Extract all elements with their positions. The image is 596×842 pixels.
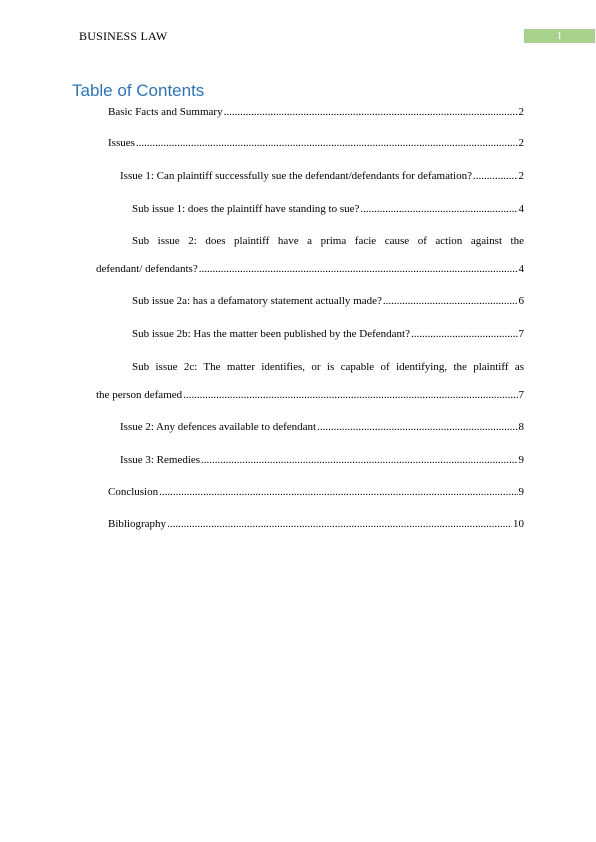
toc-entry-page: 2 <box>518 137 524 149</box>
dot-leader <box>473 169 518 183</box>
toc-entry-text-line1: Sub issue 2c: The matter identifies, or is capable of identifying, the plaintiff as <box>132 361 524 373</box>
dot-leader <box>411 327 518 341</box>
toc-entry-page: 10 <box>513 518 524 530</box>
dot-leader <box>167 517 512 531</box>
toc-entry-issue-3[interactable] <box>120 453 524 467</box>
toc-entry-page: 7 <box>518 328 524 340</box>
dot-leader <box>159 485 517 499</box>
dot-leader <box>183 388 517 402</box>
toc-entry-issues[interactable] <box>108 136 524 150</box>
toc-entry-text: Sub issue 2a: has a defamatory statement actually made? <box>132 295 382 307</box>
toc-entry-bibliography[interactable] <box>108 517 524 531</box>
toc-entry-page: 9 <box>518 454 524 466</box>
toc-entry-page: 6 <box>518 295 524 307</box>
toc-entry-page: 7 <box>518 389 524 401</box>
toc-entry-basic-facts[interactable] <box>108 105 524 119</box>
dot-leader <box>383 294 518 308</box>
toc-entry-issue-2[interactable] <box>120 420 524 434</box>
toc-heading: Table of Contents <box>72 81 205 100</box>
toc-entry-text: Issue 1: Can plaintiff successfully sue the defendant/defendants for defamation? <box>120 170 472 182</box>
dot-leader <box>360 202 517 216</box>
toc-entry-sub-issue-1[interactable] <box>132 202 524 216</box>
toc-entry-page: 9 <box>518 486 524 498</box>
toc-entry-page: 2 <box>518 170 524 182</box>
toc-entry-text: Sub issue 2b: Has the matter been published by the Defendant? <box>132 328 410 340</box>
dot-leader <box>199 262 518 276</box>
toc-entry-page: 4 <box>518 263 524 275</box>
dot-leader <box>317 420 517 434</box>
toc-entry-line2 <box>96 388 524 402</box>
toc-entry-page: 8 <box>518 421 524 433</box>
toc-entry-issue-1[interactable] <box>120 169 524 183</box>
dot-leader <box>201 453 517 467</box>
toc-entry-text: Issues <box>108 137 135 149</box>
toc-entry-text-line2: defendant/ defendants? <box>96 263 198 275</box>
toc-entry-text: Basic Facts and Summary <box>108 106 223 118</box>
toc-entry-text: Conclusion <box>108 486 159 498</box>
toc-entry-sub-issue-2b[interactable] <box>132 327 524 341</box>
toc-entry-page: 2 <box>518 106 524 118</box>
toc-entry-text: Issue 3: Remedies <box>120 454 201 466</box>
toc-entry-page: 4 <box>518 203 524 215</box>
toc-entry-text-line2: the person defamed <box>96 389 183 401</box>
dot-leader <box>136 136 518 150</box>
toc-entry-text: Sub issue 1: does the plaintiff have standing to sue? <box>132 203 360 215</box>
toc-entry-text: Issue 2: Any defences available to defendant <box>120 421 317 433</box>
header-title: BUSINESS LAW <box>79 29 168 43</box>
toc-entry-conclusion[interactable] <box>108 485 524 499</box>
toc-entry-line2 <box>96 262 524 276</box>
toc-entry-text-line1: Sub issue 2: does plaintiff have a prima facie cause of action against the <box>132 235 524 247</box>
page-number-badge: 1 <box>524 29 595 43</box>
toc-entry-sub-issue-2a[interactable] <box>132 294 524 308</box>
dot-leader <box>224 105 518 119</box>
toc-entry-text: Bibliography <box>108 518 167 530</box>
